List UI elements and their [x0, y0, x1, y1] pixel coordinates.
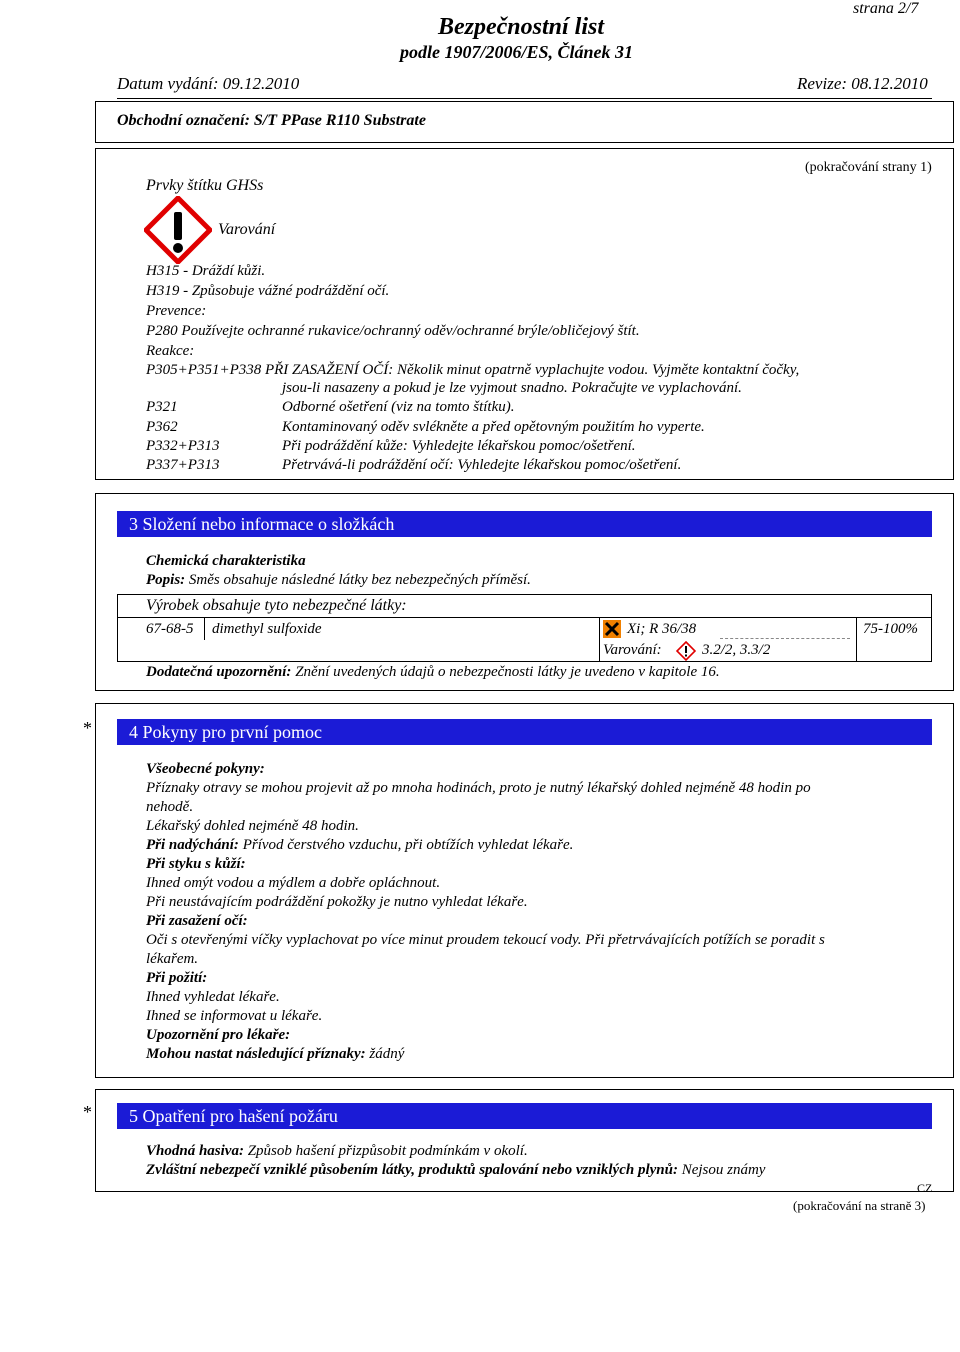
precaution-text: Přetrvává-li podráždění očí: Vyhledejte lékařskou pomoc/ošetření. — [282, 457, 682, 473]
p305-line1: P305+P351+P338 PŘI ZASAŽENÍ OČÍ: Několik minut opatrně vyplachujte vodou. Vyjměte kontaktní čočky, — [146, 362, 800, 378]
special-hazards: Zvláštní nebezpečí vzniklé působením látky, produktů spalování nebo vzniklých plynů: Nejsou známy — [146, 1162, 766, 1178]
classification-clp-label: Varování: — [603, 642, 662, 658]
hazard-h319: H319 - Způsobuje vážné podráždění očí. — [146, 283, 390, 299]
classification-clp: 3.2/2, 3.3/2 — [702, 642, 771, 658]
precaution-code: P362 — [146, 419, 178, 435]
section4-title: 4 Pokyny pro první pomoc — [117, 719, 932, 745]
extinguishing-media: Vhodná hasiva: Způsob hašení přizpůsobit podmínkám v okolí. — [146, 1143, 528, 1159]
precaution-text: Odborné ošetření (viz na tomto štítku). — [282, 399, 515, 415]
precaution-text: Kontaminovaný oděv svlékněte a před opětovným použitím ho vyperte. — [282, 419, 705, 435]
eye-text: Oči s otevřenými víčky vyplachovat po více minut proudem tekoucí vody. Při přetrvávajících potížích se poradit s — [146, 932, 825, 948]
skin-text: Ihned omýt vodou a mýdlem a dobře opláchnout. — [146, 875, 441, 891]
reakce-label: Reakce: — [146, 343, 195, 359]
precaution-code: P332+P313 — [146, 438, 220, 454]
language-code: CZ — [917, 1181, 933, 1195]
p280: P280 Používejte ochranné rukavice/ochranný oděv/ochranné brýle/obličejový štít. — [146, 323, 640, 339]
change-marker: * — [83, 1102, 92, 1122]
general-text: Lékařský dohled nejméně 48 hodin. — [146, 818, 359, 834]
skin-label: Při styku s kůží: — [146, 856, 246, 872]
xi-irritant-icon — [603, 620, 621, 638]
classification-dsd: Xi; R 36/38 — [627, 621, 697, 637]
eye-label: Při zasažení očí: — [146, 913, 248, 929]
popis: Popis: Směs obsahuje následné látky bez nebezpečných příměsí. — [146, 572, 531, 588]
eye-text: lékařem. — [146, 951, 199, 967]
substance-name: dimethyl sulfoxide — [212, 621, 322, 637]
ghs-label: Prvky štítku GHSs — [146, 177, 264, 194]
cas-number: 67-68-5 — [146, 621, 194, 637]
hazard-h315: H315 - Dráždí kůži. — [146, 263, 266, 279]
prevence-label: Prevence: — [146, 303, 207, 319]
chem-label: Chemická charakteristika — [146, 553, 306, 569]
exclamation-pictogram-icon — [144, 196, 212, 264]
revision-date: Revize: 08.12.2010 — [797, 74, 928, 93]
general-label: Všeobecné pokyny: — [146, 761, 265, 777]
change-marker: * — [83, 718, 92, 738]
issue-date: Datum vydání: 09.12.2010 — [117, 74, 300, 93]
header-divider — [117, 98, 932, 99]
additional-note: Dodatečná upozornění: Znění uvedených údajů o nebezpečnosti látky je uvedeno v kapitole 16. — [146, 664, 720, 680]
precaution-code: P321 — [146, 399, 178, 415]
page-number: strana 2/7 — [853, 0, 919, 17]
trade-name: Obchodní označení: S/T PPase R110 Substrate — [117, 112, 426, 129]
document-subtitle: podle 1907/2006/ES, Článek 31 — [400, 42, 634, 62]
continued-to: (pokračování na straně 3) — [793, 1198, 926, 1213]
skin-text: Při neustávajícím podráždění pokožky je nutno vyhledat lékaře. — [146, 894, 528, 910]
inhalation: Při nadýchání: Přívod čerstvého vzduchu, při obtížích vyhledat lékaře. — [146, 837, 574, 853]
table-header: Výrobek obsahuje tyto nebezpečné látky: — [146, 597, 407, 614]
section3-title: 3 Složení nebo informace o složkách — [117, 511, 932, 537]
general-text: Příznaky otravy se mohou projevit až po mnoha hodinách, proto je nutný lékařský dohled nejméně 48 hodin po — [146, 780, 811, 796]
precaution-text: Při podráždění kůže: Vyhledejte lékařskou pomoc/ošetření. — [282, 438, 636, 454]
document-title: Bezpečnostní list — [438, 14, 605, 40]
signal-word: Varování — [218, 221, 276, 238]
section5-title: 5 Opatření pro hašení požáru — [117, 1103, 932, 1129]
precaution-code: P337+P313 — [146, 457, 220, 473]
doctor-label: Upozornění pro lékaře: — [146, 1027, 291, 1043]
concentration: 75-100% — [863, 621, 918, 637]
ingestion-label: Při požití: — [146, 970, 208, 986]
p305-line2: jsou-li nasazeny a pokud je lze vyjmout snadno. Pokračujte ve vyplachování. — [282, 380, 742, 396]
ingestion-text: Ihned vyhledat lékaře. — [146, 989, 280, 1005]
exclamation-small-icon — [676, 641, 696, 661]
symptoms: Mohou nastat následující příznaky: žádný — [146, 1046, 405, 1062]
continued-from: (pokračování strany 1) — [805, 160, 932, 175]
general-text: nehodě. — [146, 799, 194, 815]
ingestion-text: Ihned se informovat u lékaře. — [146, 1008, 323, 1024]
